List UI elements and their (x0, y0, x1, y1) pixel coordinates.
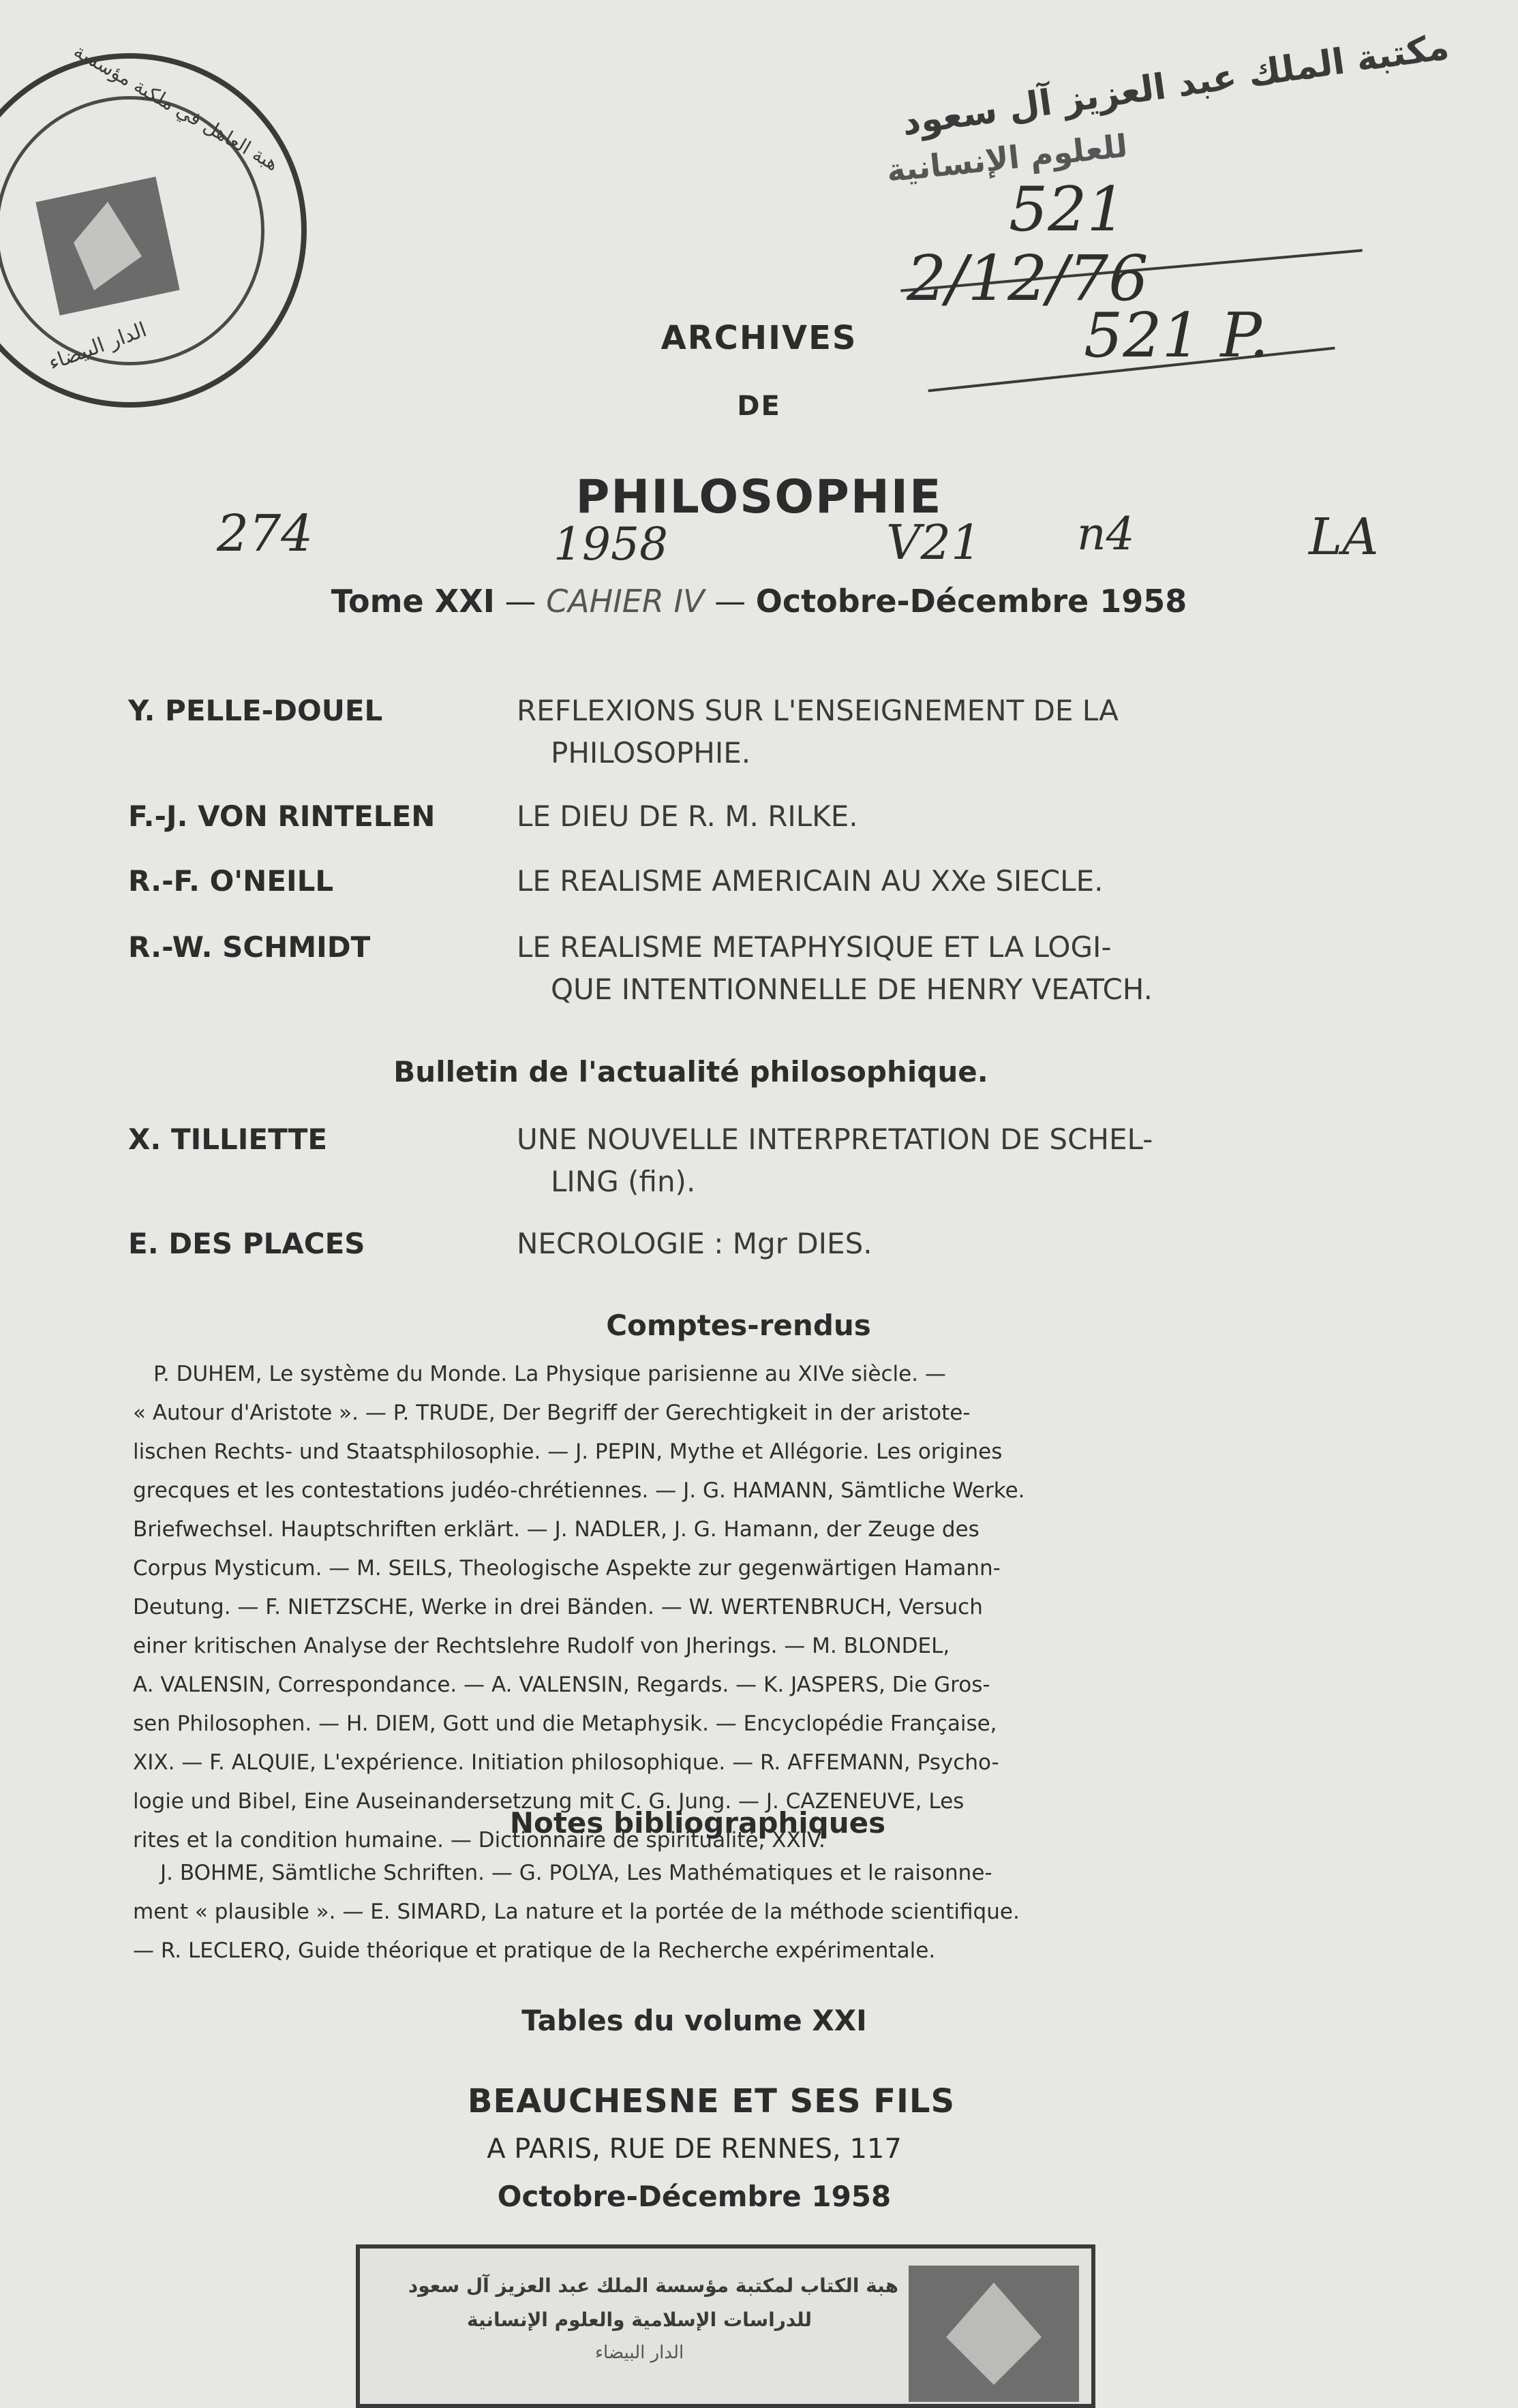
article-title: REFLEXIONS SUR L'ENSEIGNEMENT DE LA PHILOSOPHIE. (517, 694, 1119, 769)
publisher-name: BEAUCHESNE ET SES FILS (467, 2082, 956, 2120)
article-title: LE DIEU DE R. M. RILKE. (517, 799, 858, 833)
handwritten-ref-2: 1958 (553, 518, 668, 570)
bulletin-author: E. DES PLACES (128, 1227, 365, 1260)
journal-title-de: DE (737, 391, 781, 422)
bulletin-heading: Bulletin de l'actualité philosophique. (393, 1055, 988, 1088)
article-author: R.-F. O'NEILL (128, 864, 334, 898)
article-author: F.-J. VON RINTELEN (128, 799, 436, 833)
publisher-address: A PARIS, RUE DE RENNES, 117 (487, 2133, 902, 2165)
stamp-round-bottom-text: الدار البيضاء (45, 318, 150, 376)
publisher-date: Octobre-Décembre 1958 (497, 2180, 892, 2213)
library-stamp-bottom (356, 2244, 1095, 2408)
handwritten-ref-5: LA (1309, 508, 1379, 566)
handwritten-accession-2: 521 P. (1084, 300, 1269, 371)
stamp-bottom-line2: للدراسات الإسلامية والعلوم الإنسانية (467, 2308, 812, 2331)
handwritten-ref-3: V21 (886, 515, 982, 570)
tables-line: Tables du volume XXI (521, 2004, 867, 2037)
handwritten-date: 2/12/76 (907, 242, 1149, 315)
stamp-round-top-text: هبة العاهل في ملكية مؤسسة (70, 39, 283, 176)
article-author: R.-W. SCHMIDT (128, 930, 371, 964)
issue-line: Tome XXI — CAHIER IV — Octobre-Décembre 1958 (331, 583, 1187, 620)
tome: Tome XXI (331, 583, 495, 620)
article-title: LE REALISME METAPHYSIQUE ET LA LOGI- QUE INTENTIONNELLE DE HENRY VEATCH. (517, 930, 1153, 1006)
bulletin-title: NECROLOGIE : Mgr DIES. (517, 1227, 872, 1260)
notes-heading: Notes bibliographiques (509, 1806, 886, 1840)
notes-body: J. BOHME, Sämtliche Schriften. — G. POLYA, Les Mathématiques et le raisonne- ment « plausible ». — E. SIMARD, La nature et la portée de la méthode scientifique. — R. LECLERQ, Guide théorique et pratique de la Recherche expérimentale. (133, 1861, 1020, 1963)
comptes-rendus-body: P. DUHEM, Le système du Monde. La Physique parisienne au XIVe siècle. — « Autour d'Aristote ». — P. TRUDE, Der Begriff der Gerechtigkeit in der aristote- lischen Rechts- und Staatsphilosophie. — J. PEPIN, Mythe et Allégorie. Les origines grecques et les contestations judéo-chrétiennes. — J. G. HAMANN, Sämtliche Werke. Briefwechsel. Hauptschriften erklärt. — J. NADLER, J. G. Hamann, der Zeuge des Corpus Mysticum. — M. SEILS, Theologische Aspekte zur gegenwärtigen Hamann- Deutung. — F. NIETZSCHE, Werke in drei Bänden. — W. WERTENBRUCH, Versuch einer kritischen Analyse der Rechtslehre Rudolf von Jherings. — M. BLONDEL, A. VALENSIN, Correspondance. — A. VALENSIN, Regards. — K. JASPERS, Die Gros- sen Philosophen. — H. DIEM, Gott und die Metaphysik. — Encyclopédie Française, XIX. — F. ALQUIE, L'expérience. Initiation philosophique. — R. AFFEMANN, Psycho- logie und Bibel, Eine Auseinandersetzung mit C. G. Jung. — J. CAZENEUVE, Les rites et la condition humaine. — Dictionnaire de spiritualité, XXIV. (133, 1362, 1025, 1853)
cahier: CAHIER IV (546, 583, 705, 620)
bulletin-author: X. TILLIETTE (128, 1123, 328, 1156)
comptes-rendus-heading: Comptes-rendus (606, 1309, 871, 1342)
journal-title-philosophie: PHILOSOPHIE (575, 470, 943, 524)
issue-date: Octobre-Décembre 1958 (755, 583, 1187, 620)
article-title: LE REALISME AMERICAIN AU XXe SIECLE. (517, 864, 1104, 898)
stamp-emblem (33, 174, 189, 324)
stamp-bottom-emblem (905, 2262, 1082, 2405)
bulletin-title: UNE NOUVELLE INTERPRETATION DE SCHEL- LING (fin). (517, 1123, 1153, 1198)
handwritten-accession-1: 521 (1009, 174, 1126, 245)
stamp-bottom-line1: هبة الكتاب لمكتبة مؤسسة الملك عبد العزيز آل سعود (408, 2274, 898, 2297)
article-author: Y. PELLE-DOUEL (128, 694, 383, 727)
handwritten-ref-4: n4 (1077, 508, 1135, 560)
stamp-top-right-line1: مكتبة الملك عبد العزيز آل سعود (899, 26, 1452, 144)
handwritten-ref-1: 274 (217, 504, 314, 563)
stamp-top-right-line2: للعلوم الإنسانية (885, 127, 1129, 189)
journal-title-archives: ARCHIVES (661, 319, 857, 357)
stamp-bottom-line3: الدار البيضاء (594, 2343, 684, 2363)
